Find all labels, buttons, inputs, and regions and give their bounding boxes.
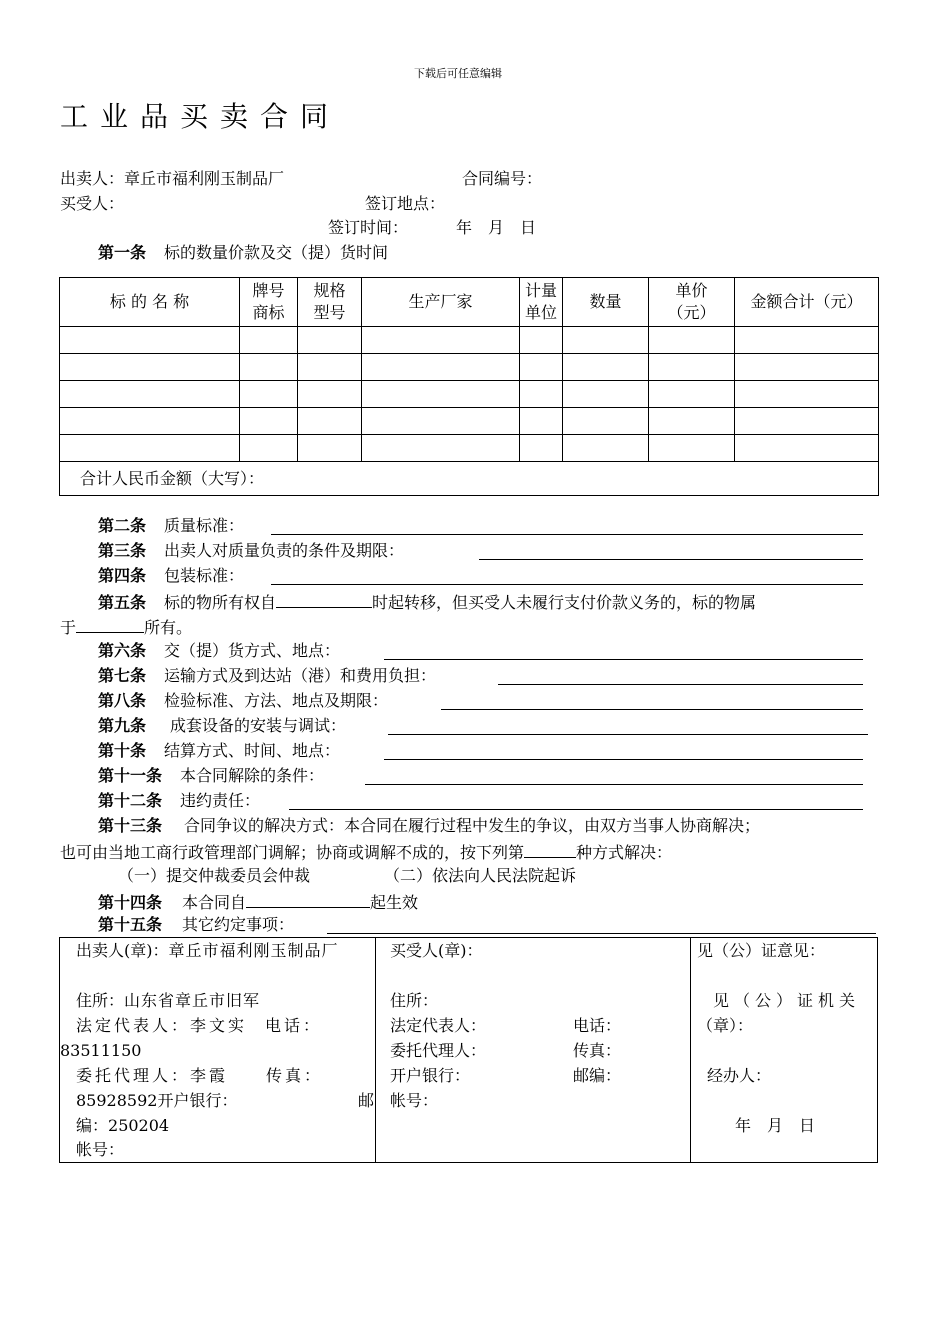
col-header <box>240 278 298 327</box>
notary-column <box>690 938 878 1162</box>
seller-bank-label: 开户银行： <box>157 1091 238 1110</box>
article-num: 第一条 <box>98 243 147 262</box>
seller-rep: 李文实 <box>190 1016 248 1035</box>
table-row <box>60 354 879 381</box>
fill-line[interactable] <box>388 734 868 735</box>
seller-label: 出卖人： <box>60 169 125 188</box>
article-15: 第十五条 其它约定事项： <box>98 915 295 934</box>
col-header <box>735 278 879 327</box>
seller-column <box>60 938 375 1162</box>
col-header <box>649 278 735 327</box>
col-header-name: 标 的 名 称 <box>109 292 190 311</box>
goods-table <box>59 277 879 496</box>
seller-account-label: 帐号： <box>76 1140 125 1159</box>
fill-line[interactable] <box>384 759 863 760</box>
article-12: 第十二条 违约责任： <box>98 791 261 810</box>
buyer-phone-label: 电话： <box>573 1016 622 1035</box>
article-3: 第三条 出卖人对质量负责的条件及期限： <box>98 541 405 560</box>
notary-org-label: 见（公）证机关 <box>713 991 861 1010</box>
seller-address: 山东省章丘市旧军 <box>124 991 261 1010</box>
seller-fax: 85928592 <box>76 1091 158 1110</box>
article-5: 第五条 标的物所有权自 时起转移，但买受人未履行支付价款义务的，标的物属 <box>98 593 757 612</box>
parties-box <box>59 937 878 1163</box>
fill-line[interactable] <box>384 659 863 660</box>
fill-line[interactable] <box>271 584 863 585</box>
table-row <box>60 408 879 435</box>
article-4: 第四条 包装标准： <box>98 566 245 585</box>
seller-agent-label: 委托代理人： <box>76 1066 191 1085</box>
article-6: 第六条 交（提）货方式、地点： <box>98 641 341 660</box>
notary-opinion-label: 见（公）证意见： <box>697 941 826 960</box>
seller-agent: 李霞 <box>190 1066 229 1085</box>
article-14: 第十四条 本合同自 起生效 <box>98 893 419 912</box>
fill-line[interactable] <box>289 809 863 810</box>
notary-date: 年 月 日 <box>735 1116 816 1135</box>
article-5-cont: 于 所有。 <box>60 618 193 637</box>
fill-line[interactable] <box>276 591 372 608</box>
col-header-spec: 规格 型号 <box>313 281 346 322</box>
page-title: 工业品买卖合同 <box>60 100 341 133</box>
sign-time-value: 年 月 日 <box>456 218 537 237</box>
buyer-account-label: 帐号： <box>390 1091 439 1110</box>
article-text: 标的数量价款及交（提）货时间 <box>164 243 389 262</box>
seller-post-label: 编： <box>76 1116 109 1135</box>
dispute-option-2: （二）依法向人民法院起诉 <box>384 866 577 885</box>
fill-line[interactable] <box>327 933 876 934</box>
fill-line[interactable] <box>498 684 863 685</box>
buyer-column <box>375 938 691 1162</box>
col-header-brand: 牌号 商标 <box>252 281 285 322</box>
fill-line[interactable] <box>246 891 370 908</box>
notary-seal-label: （章）： <box>697 1016 754 1035</box>
buyer-label: 买受人： <box>60 194 125 213</box>
dispute-option-1: （一）提交仲裁委员会仲裁 <box>118 866 311 885</box>
col-header-unit: 计量 单位 <box>524 281 557 322</box>
total-label: 合计人民币金额（大写）： <box>60 462 879 496</box>
fill-line[interactable] <box>524 841 576 858</box>
seller-seal-label: 出卖人(章)： <box>76 941 169 960</box>
buyer-agent-label: 委托代理人： <box>390 1041 487 1060</box>
col-header <box>362 278 520 327</box>
col-header-maker: 生产厂家 <box>408 292 473 311</box>
col-header <box>520 278 563 327</box>
table-row <box>60 381 879 408</box>
header-note: 下载后可任意编辑 <box>414 67 502 80</box>
seller-post: 250204 <box>108 1116 170 1135</box>
seller-phone: 83511150 <box>60 1041 142 1060</box>
col-header <box>563 278 649 327</box>
col-header-price: 单价 （元） <box>667 281 716 322</box>
article-11: 第十一条 本合同解除的条件： <box>98 766 325 785</box>
table-row <box>60 435 879 462</box>
seller-name: 章丘市福利刚玉制品厂 <box>124 169 285 188</box>
fill-line[interactable] <box>271 534 863 535</box>
table-header-row <box>60 278 879 327</box>
table-row <box>60 327 879 354</box>
buyer-address-label: 住所： <box>390 991 439 1010</box>
article-7: 第七条 运输方式及到达站（港）和费用负担： <box>98 666 437 685</box>
article-10: 第十条 结算方式、时间、地点： <box>98 741 341 760</box>
col-header-qty: 数量 <box>589 292 622 311</box>
seller-rep-label: 法定代表人： <box>76 1016 191 1035</box>
article-2: 第二条 质量标准： <box>98 516 245 535</box>
buyer-post-label: 邮编： <box>573 1066 622 1085</box>
seller-post-label-a: 邮 <box>358 1091 375 1110</box>
article-8: 第八条 检验标准、方法、地点及期限： <box>98 691 389 710</box>
buyer-bank-label: 开户银行： <box>390 1066 471 1085</box>
seller-address-label: 住所： <box>76 991 125 1010</box>
article-13: 第十三条 合同争议的解决方式：本合同在履行过程中发生的争议，由双方当事人协商解决； <box>98 816 761 835</box>
seller-name: 章丘市福利刚玉制品厂 <box>168 941 339 960</box>
buyer-rep-label: 法定代表人： <box>390 1016 487 1035</box>
total-row <box>60 462 879 496</box>
seller-phone-label: 电话： <box>265 1016 323 1035</box>
col-header-amount: 金额合计（元） <box>750 292 863 311</box>
article-9: 第九条 成套设备的安装与调试： <box>98 716 347 735</box>
col-header <box>60 278 240 327</box>
seller-fax-label: 传真： <box>266 1066 324 1085</box>
article-13-cont: 也可由当地工商行政管理部门调解；协商或调解不成的，按下列第 种方式解决： <box>60 843 673 862</box>
sign-time-label: 签订时间： <box>328 218 409 237</box>
notary-handler-label: 经办人： <box>707 1066 772 1085</box>
col-header <box>298 278 362 327</box>
sign-place-label: 签订地点： <box>365 194 446 213</box>
article-1 <box>98 243 388 263</box>
seller-line <box>60 169 284 189</box>
fill-line[interactable] <box>365 784 863 785</box>
contract-no-label: 合同编号： <box>462 169 543 188</box>
buyer-seal-label: 买受人(章)： <box>390 941 483 960</box>
fill-line[interactable] <box>441 709 863 710</box>
buyer-fax-label: 传真： <box>573 1041 622 1060</box>
fill-line[interactable] <box>76 616 144 633</box>
fill-line[interactable] <box>479 559 863 560</box>
